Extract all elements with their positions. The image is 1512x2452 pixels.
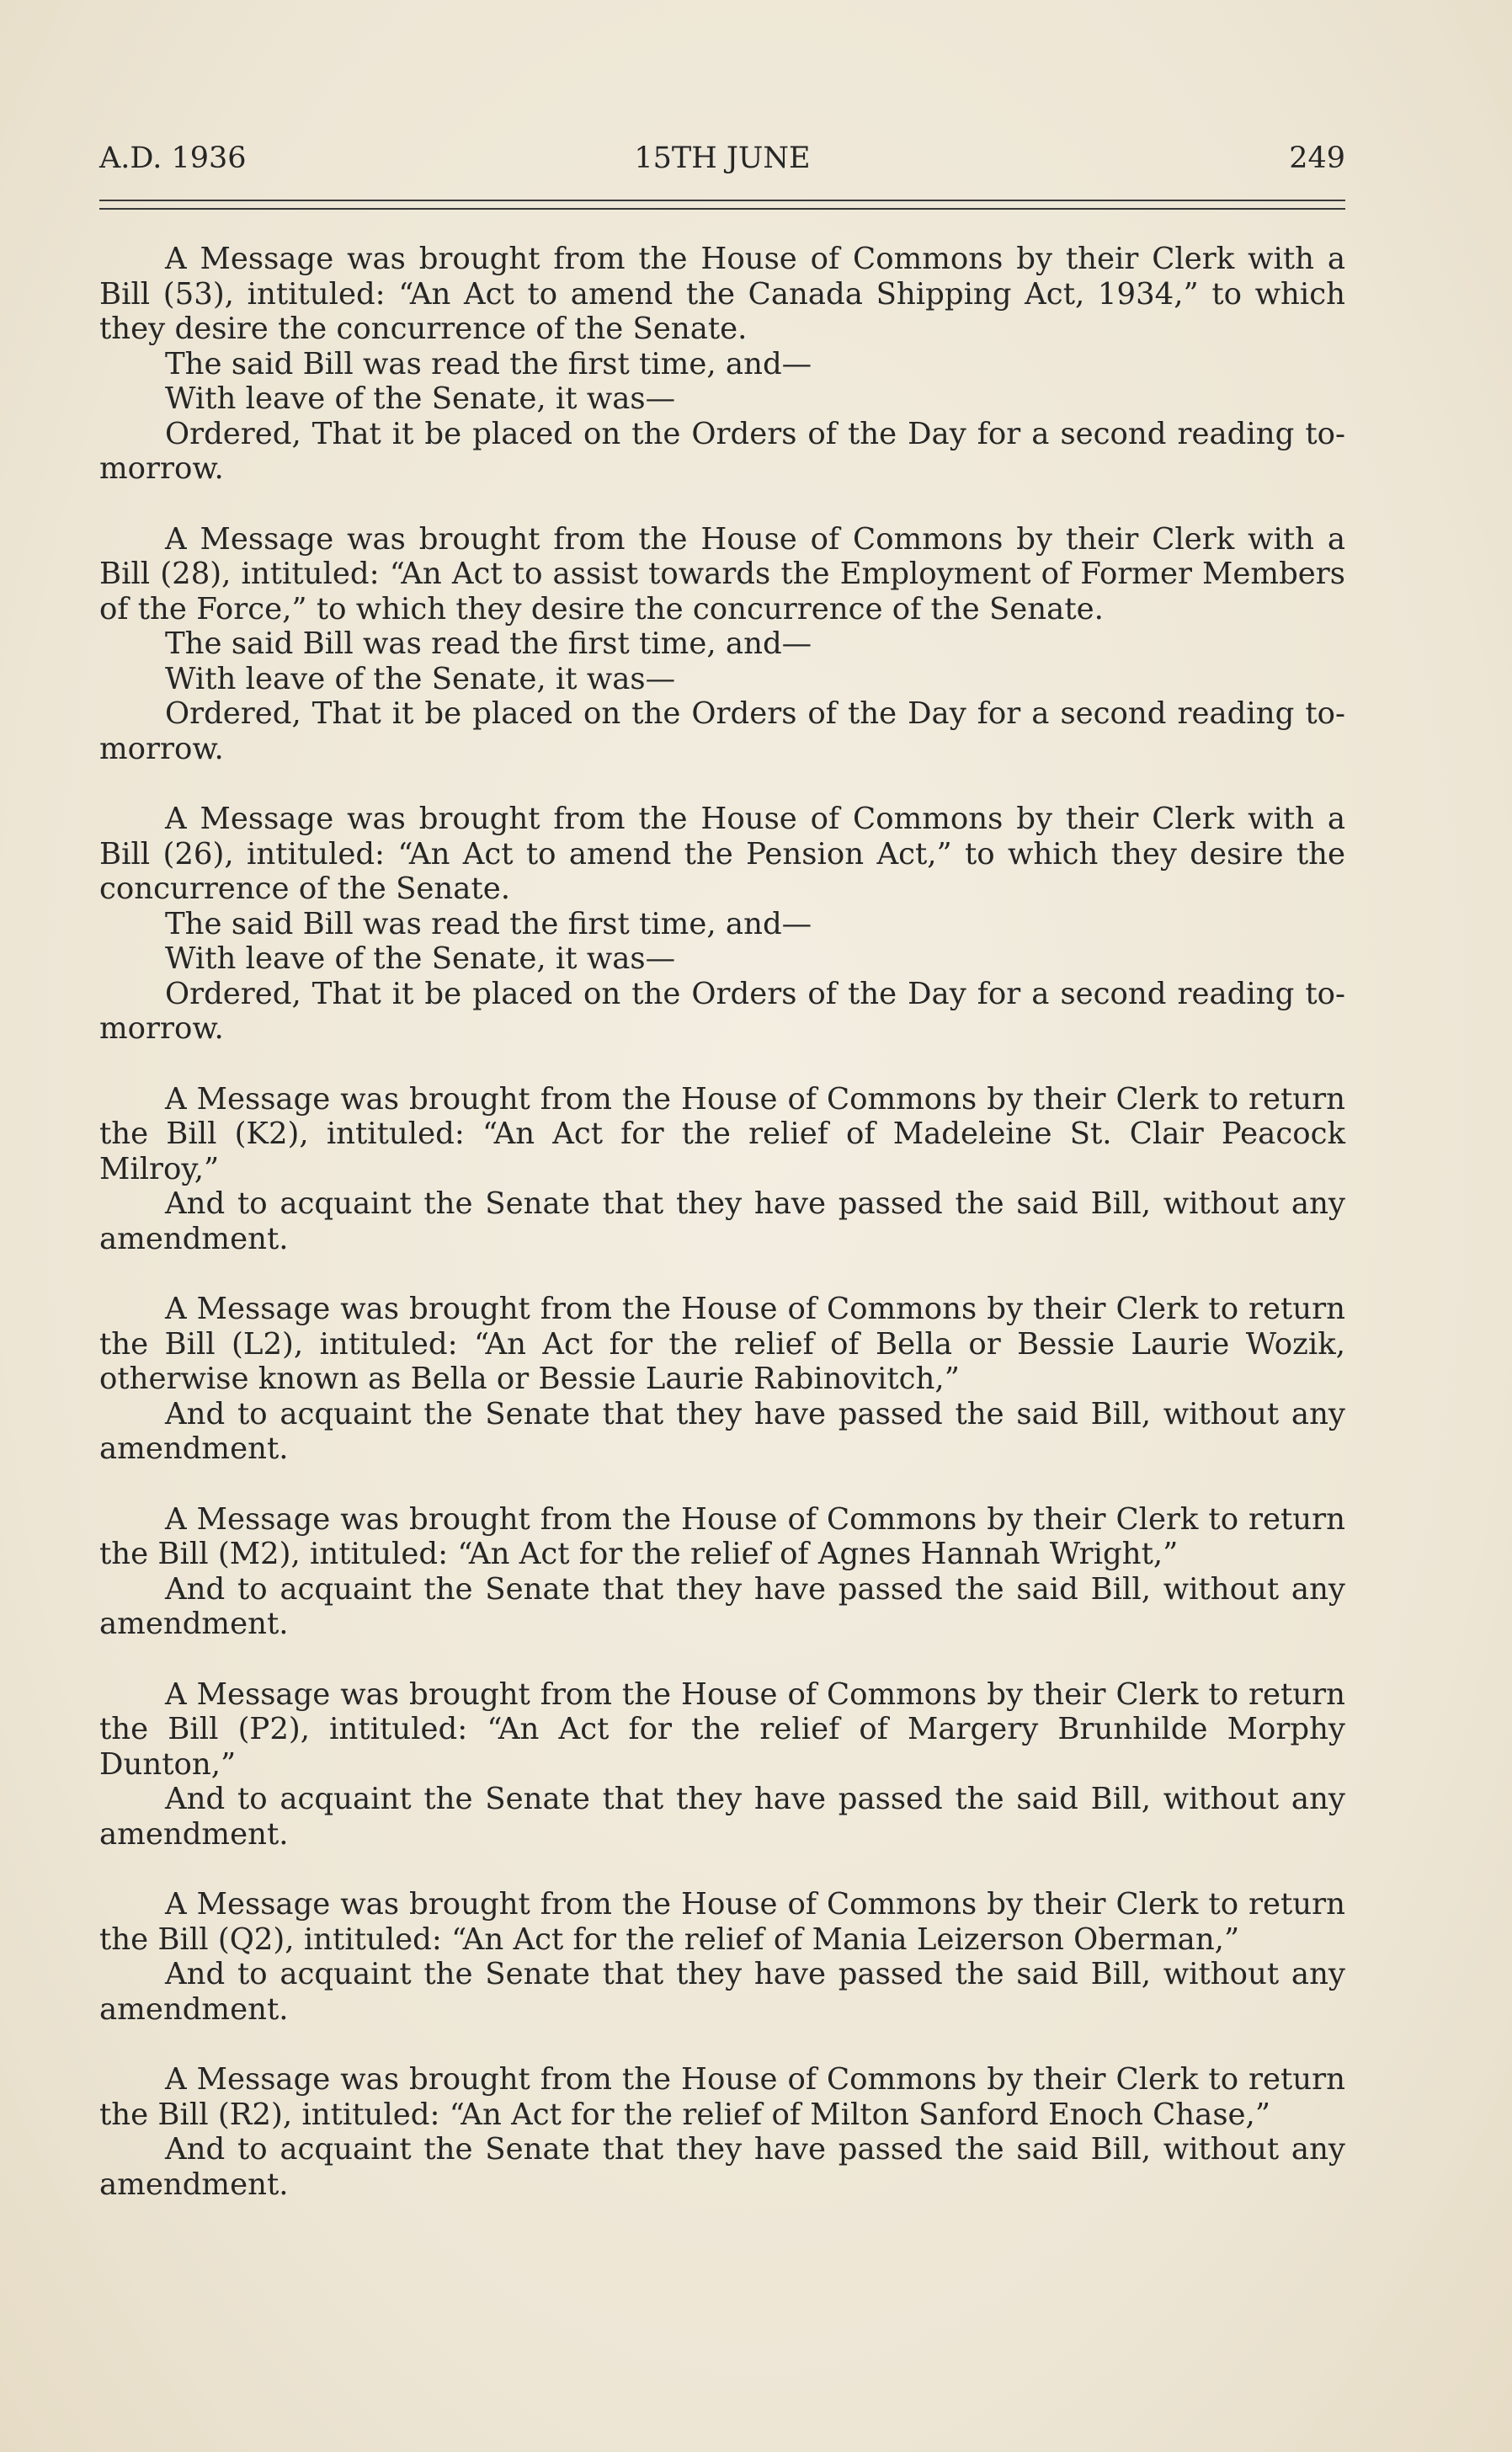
page-number: 249 [1289,141,1345,175]
first-reading-text: The said Bill was read the first time, and— [165,906,812,941]
acquaint-text: And to acquaint the Senate that they have passed the said Bill, without any amendment. [99,1957,1345,2027]
message-text: A Message was brought from the House of Commons by their Clerk with a Bill (26), intituled: “An Act to amend the Pension Act,” to which they desire the concurrence of the Senate. [99,802,1345,906]
acquaint-text: And to acquaint the Senate that they have passed the said Bill, without any amendment. [99,1186,1345,1256]
leave-text: With leave of the Senate, it was— [165,381,676,416]
message-text: A Message was brought from the House of Commons by their Clerk to return the Bill (P2), intituled: “An Act for the relief of Margery Brunhilde Morphy Dunton,” [99,1676,1345,1782]
message-text: A Message was brought from the House of Commons by their Clerk to return the Bill (L2), intituled: “An Act for the relief of Bella or Bessie Laurie Wozik, otherwise known as Bella or Bessie Laurie Rabinovitch,” [99,1292,1345,1396]
message-entry-bill-q2 [99,1887,1345,2027]
message-entry-bill-l2 [99,1292,1345,1467]
first-reading-text: The said Bill was read the first time, and— [165,346,812,381]
message-text: A Message was brought from the House of Commons by their Clerk to return the Bill (K2), intituled: “An Act for the relief of Madeleine St. Clair Peacock Milroy,” [99,1081,1345,1186]
acquaint-text: And to acquaint the Senate that they have passed the said Bill, without any amendment. [99,2132,1345,2202]
order-text: Ordered, That it be placed on the Orders of the Day for a second reading to-morrow. [99,696,1345,766]
leave-text: With leave of the Senate, it was— [165,661,676,696]
acquaint-text: And to acquaint the Senate that they have passed the said Bill, without any amendment. [99,1782,1345,1852]
header-rule-top [99,200,1345,201]
message-entry-bill-53 [99,242,1345,487]
message-text: A Message was brought from the House of Commons by their Clerk to return the Bill (Q2), intituled: “An Act for the relief of Mania Leizerson Oberman,” [99,1887,1345,1957]
header-rule-bottom [99,208,1345,210]
order-text: Ordered, That it be placed on the Orders of the Day for a second reading to-morrow. [99,416,1345,486]
message-text: A Message was brought from the House of Commons by their Clerk to return the Bill (M2), intituled: “An Act for the relief of Agnes Hannah Wright,” [99,1501,1345,1571]
message-text: A Message was brought from the House of Commons by their Clerk with a Bill (53), intituled: “An Act to amend the Canada Shipping Act, 1934,” to which they desire the concurrence of the Senate. [99,242,1345,346]
first-reading-text: The said Bill was read the first time, and— [165,626,812,661]
acquaint-text: And to acquaint the Senate that they have passed the said Bill, without any amendment. [99,1571,1345,1641]
message-text: A Message was brought from the House of Commons by their Clerk with a Bill (28), intituled: “An Act to assist towards the Employment of Former Members of the Force,” to which they desire the concurrence of the Senate. [99,521,1345,626]
page-header [99,135,1345,182]
message-entry-bill-p2 [99,1677,1345,1852]
message-entry-bill-28 [99,522,1345,767]
leave-text: With leave of the Senate, it was— [165,941,676,976]
message-entry-bill-26 [99,802,1345,1047]
journal-body [99,242,1345,2237]
message-text: A Message was brought from the House of Commons by their Clerk to return the Bill (R2), intituled: “An Act for the relief of Milton Sanford Enoch Chase,” [99,2062,1345,2132]
header-year: A.D. 1936 [99,141,247,175]
message-entry-bill-r2 [99,2062,1345,2202]
order-text: Ordered, That it be placed on the Orders of the Day for a second reading to-morrow. [99,976,1345,1046]
header-date: 15TH JUNE [634,141,811,175]
acquaint-text: And to acquaint the Senate that they have passed the said Bill, without any amendment. [99,1396,1345,1466]
message-entry-bill-k2 [99,1082,1345,1257]
message-entry-bill-m2 [99,1502,1345,1642]
